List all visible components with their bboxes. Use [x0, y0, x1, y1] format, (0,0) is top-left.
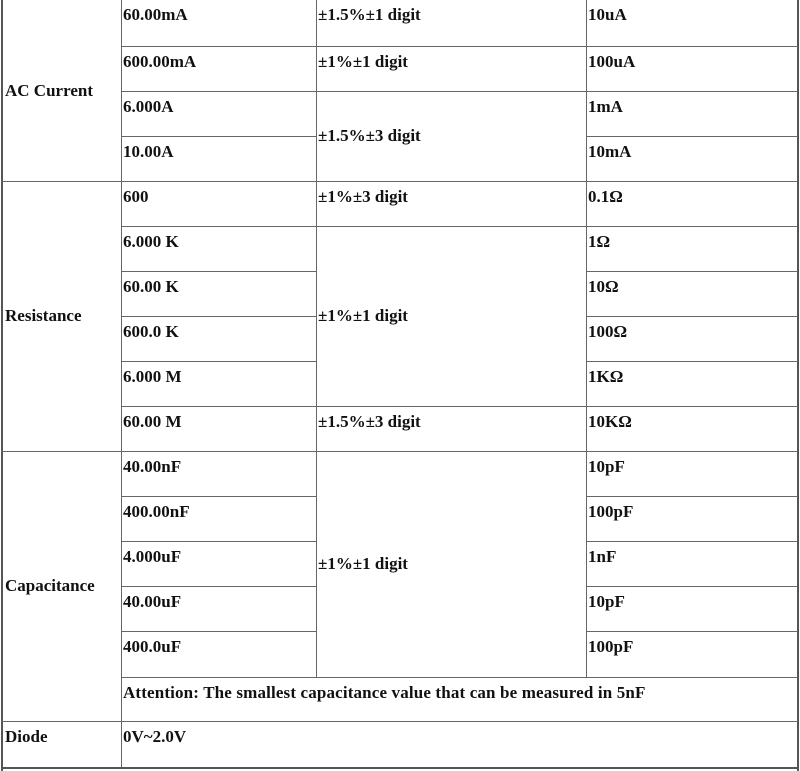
- range-cell: 60.00 K: [123, 277, 179, 296]
- section-label-resistance: Resistance: [5, 306, 82, 325]
- accuracy-cell-merged: ±1.5%±3 digit: [318, 126, 421, 145]
- accuracy-cell: ±1.5%±3 digit: [318, 412, 421, 431]
- resolution-cell: 10pF: [588, 592, 625, 611]
- resolution-cell: 10mA: [588, 142, 632, 161]
- range-cell: 600.00mA: [123, 52, 197, 71]
- resolution-cell: 1Ω: [588, 232, 611, 251]
- diode-value: 0V~2.0V: [123, 727, 187, 746]
- resolution-cell: 100uA: [588, 52, 636, 71]
- resolution-cell: 10pF: [588, 457, 625, 476]
- resolution-cell: 100pF: [588, 637, 634, 656]
- table-border-bottom: [1, 767, 799, 769]
- range-cell: 6.000A: [123, 97, 174, 116]
- range-cell: 40.00uF: [123, 592, 182, 611]
- range-cell: 600: [123, 187, 149, 206]
- accuracy-cell-merged: ±1%±1 digit: [318, 306, 408, 325]
- section-label-ac-current: AC Current: [5, 80, 93, 100]
- capacitance-note: Attention: The smallest capacitance value that can be measured in 5nF: [123, 683, 646, 702]
- resolution-cell: 1nF: [588, 547, 617, 566]
- range-cell: 40.00nF: [123, 457, 182, 476]
- resolution-cell: 10uA: [588, 5, 627, 24]
- section-label-capacitance: Capacitance: [5, 576, 95, 595]
- accuracy-cell-merged: ±1%±1 digit: [318, 554, 408, 573]
- resolution-cell: 1mA: [588, 97, 623, 116]
- range-cell: 600.0 K: [123, 322, 179, 341]
- accuracy-cell: ±1.5%±1 digit: [318, 5, 421, 24]
- resolution-cell: 0.1Ω: [588, 187, 623, 206]
- range-cell: 60.00 M: [123, 412, 182, 431]
- accuracy-cell: ±1%±1 digit: [318, 52, 408, 71]
- resolution-cell: 1KΩ: [588, 367, 624, 386]
- range-cell: 10.00A: [123, 142, 174, 161]
- resolution-cell: 10Ω: [588, 277, 619, 296]
- resolution-cell: 10KΩ: [588, 412, 632, 431]
- accuracy-cell: ±1%±3 digit: [318, 187, 408, 206]
- range-cell: 400.00nF: [123, 502, 190, 521]
- range-cell: 400.0uF: [123, 637, 182, 656]
- range-cell: 6.000 M: [123, 367, 182, 386]
- resolution-cell: 100pF: [588, 502, 634, 521]
- resolution-cell: 100Ω: [588, 322, 628, 341]
- range-cell: 4.000uF: [123, 547, 182, 566]
- range-cell: 60.00mA: [123, 5, 188, 24]
- section-label-diode: Diode: [5, 727, 48, 746]
- range-cell: 6.000 K: [123, 232, 179, 251]
